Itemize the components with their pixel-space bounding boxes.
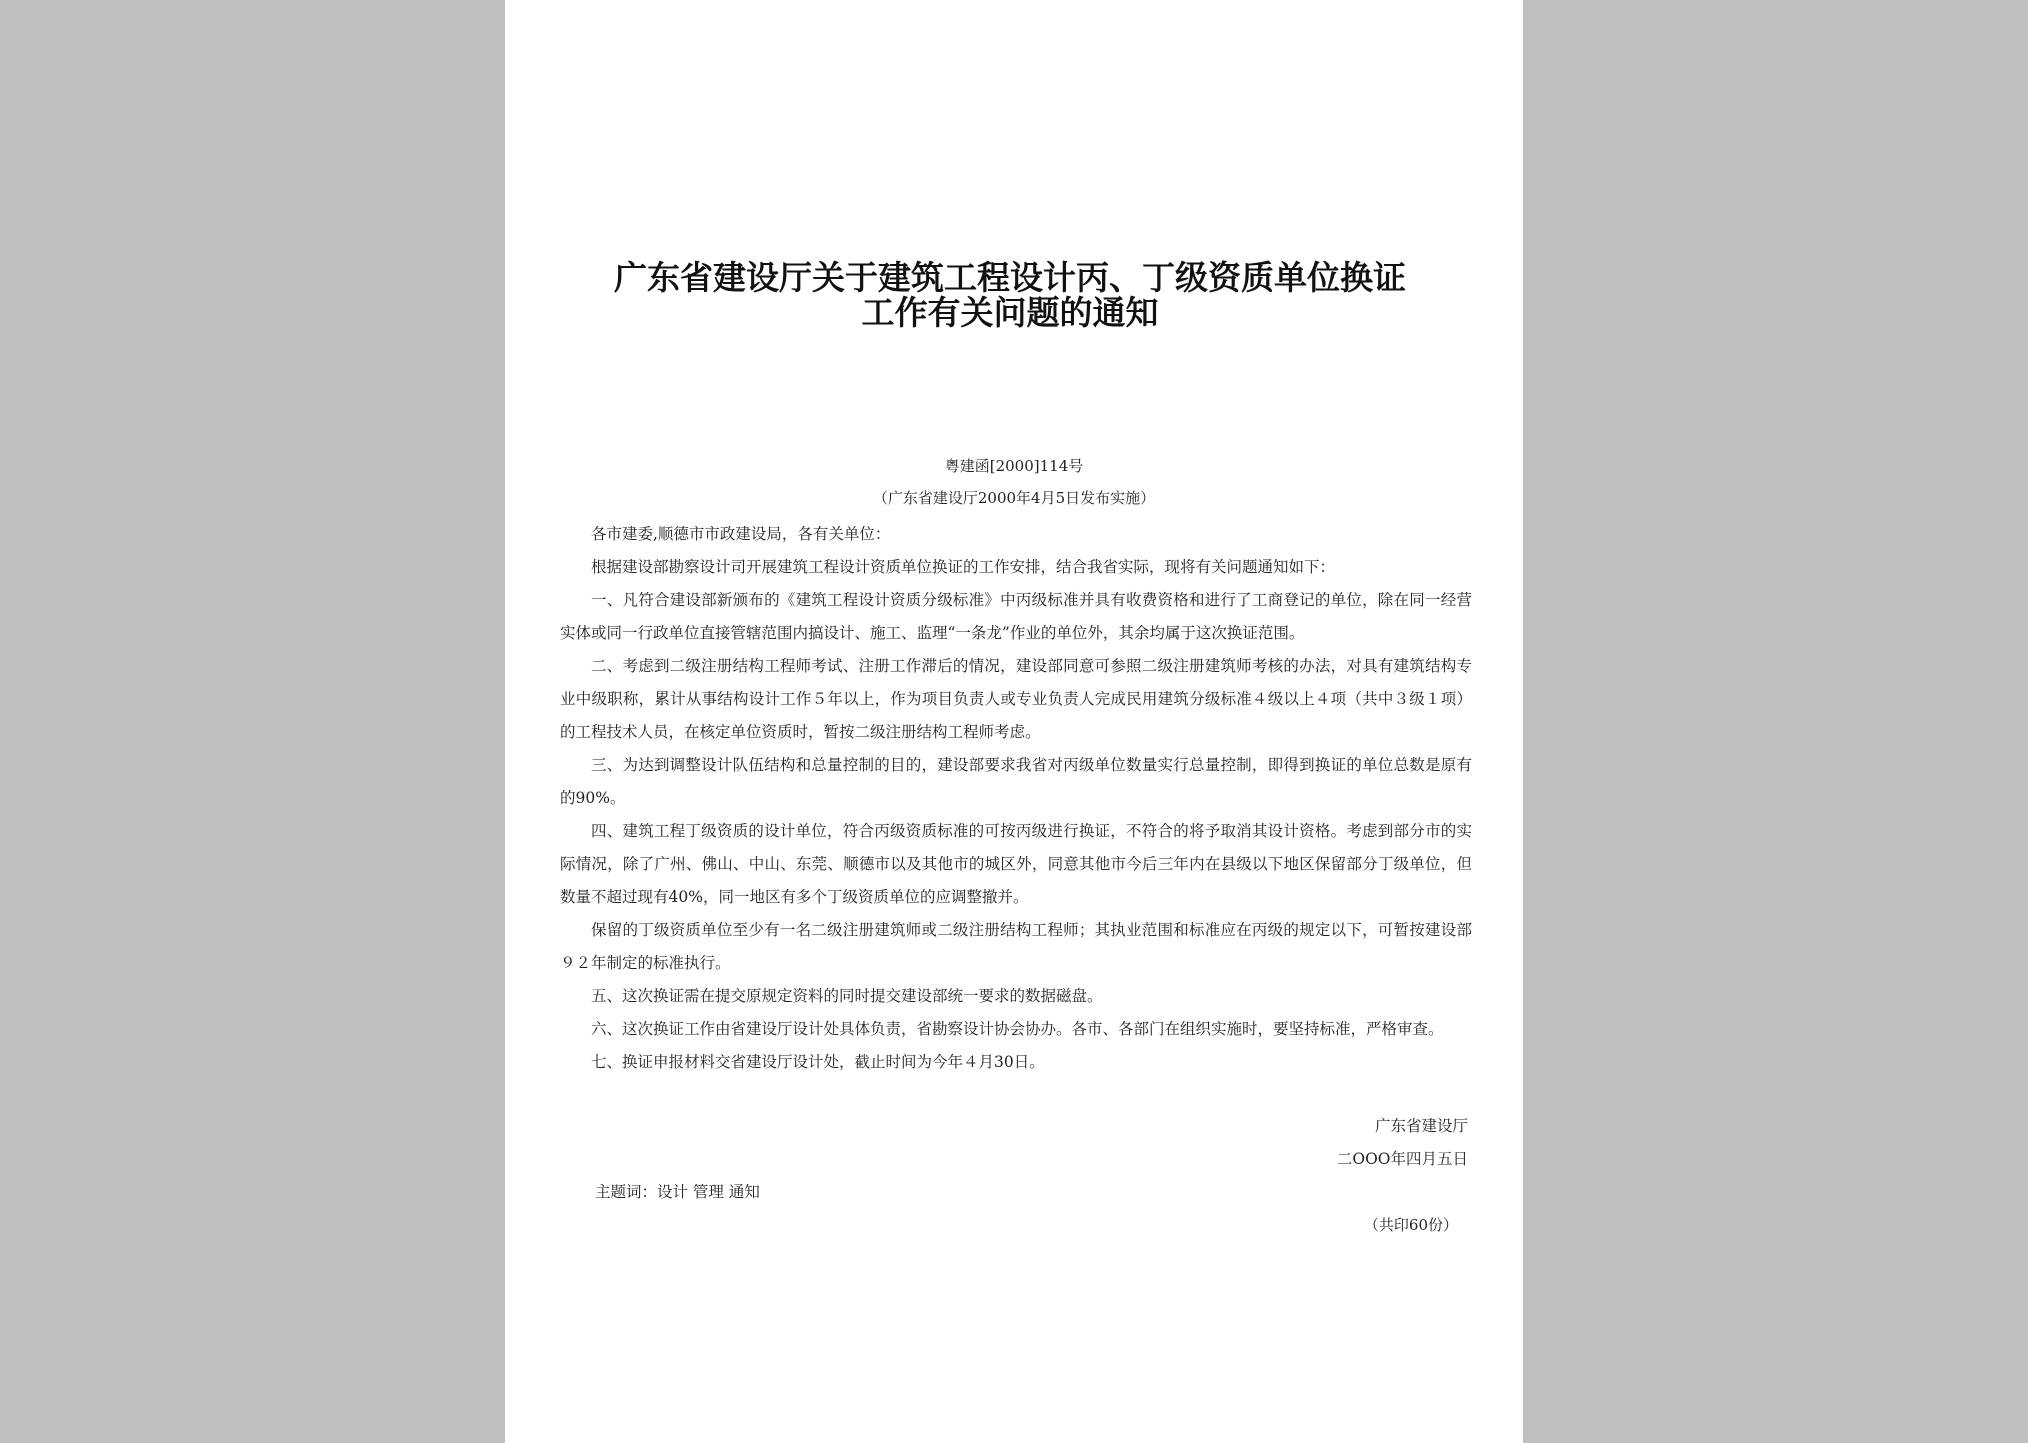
item-4-continued-paragraph: 保留的丁级资质单位至少有一名二级注册建筑师或二级注册结构工程师；其执业范围和标准应在丙级的规定以下，可暂按建设部９２年制定的标准执行。 <box>560 921 1472 972</box>
intro-paragraph: 根据建设部勘察设计司开展建筑工程设计资质单位换证的工作安排，结合我省实际，现将有关问题通知如下： <box>591 558 1336 576</box>
issue-date: 二ΟΟΟ年四月五日 <box>1336 1150 1468 1168</box>
item-4-paragraph: 四、建筑工程丁级资质的设计单位，符合丙级资质标准的可按丙级进行换证，不符合的将予取消其设计资格。考虑到部分市的实际情况，除了广州、佛山、中山、东莞、顺德市以及其他市的城区外，同意其他市今后三年内在县级以下地区保留部分丁级单位，但数量不超过现有40%，同一地区有多个丁级资质单位的应调整撤并。 <box>560 822 1472 906</box>
signoff-block <box>1337 1110 1468 1176</box>
publication-info: （广东省建设厅2000年4月5日发布实施） <box>872 489 1156 507</box>
keywords-line: 主题词：设计 管理 通知 <box>595 1183 760 1201</box>
document-number: 粤建函[2000]114号 <box>944 457 1084 475</box>
issuer-name: 广东省建设厅 <box>1374 1117 1468 1135</box>
document-page <box>505 0 1523 1443</box>
item-7-paragraph: 七、换证申报材料交省建设厅设计处，截止时间为今年４月30日。 <box>591 1053 1045 1071</box>
item-1-paragraph: 一、凡符合建设部新颁布的《建筑工程设计资质分级标准》中丙级标准并具有收费资格和进行了工商登记的单位，除在同一经营实体或同一行政单位直接管辖范围内搞设计、施工、监理“一条龙”作业的单位外，其余均属于这次换证范围。 <box>560 591 1472 642</box>
document-title: 广东省建设厅关于建筑工程设计丙、丁级资质单位换证工作有关问题的通知 <box>614 258 1406 332</box>
item-6-paragraph: 六、这次换证工作由省建设厅设计处具体负责，省勘察设计协会协办。各市、各部门在组织实施时，要坚持标准，严格审查。 <box>591 1020 1444 1038</box>
addressee-paragraph: 各市建委,顺德市市政建设局，各有关单位： <box>591 525 891 543</box>
document-body <box>560 518 1472 1079</box>
copies-count: （共印60份） <box>1363 1216 1458 1234</box>
item-2-paragraph: 二、考虑到二级注册结构工程师考试、注册工作滞后的情况，建设部同意可参照二级注册建筑师考核的办法，对具有建筑结构专业中级职称，累计从事结构设计工作５年以上，作为项目负责人或专业负责人完成民用建筑分级标准４级以上４项（共中３级１项）的工程技术人员，在核定单位资质时，暂按二级注册结构工程师考虑。 <box>560 657 1472 741</box>
item-3-paragraph: 三、为达到调整设计队伍结构和总量控制的目的，建设部要求我省对丙级单位数量实行总量控制，即得到换证的单位总数是原有的90%。 <box>560 756 1472 807</box>
item-5-paragraph: 五、这次换证需在提交原规定资料的同时提交建设部统一要求的数据磁盘。 <box>591 987 1103 1005</box>
